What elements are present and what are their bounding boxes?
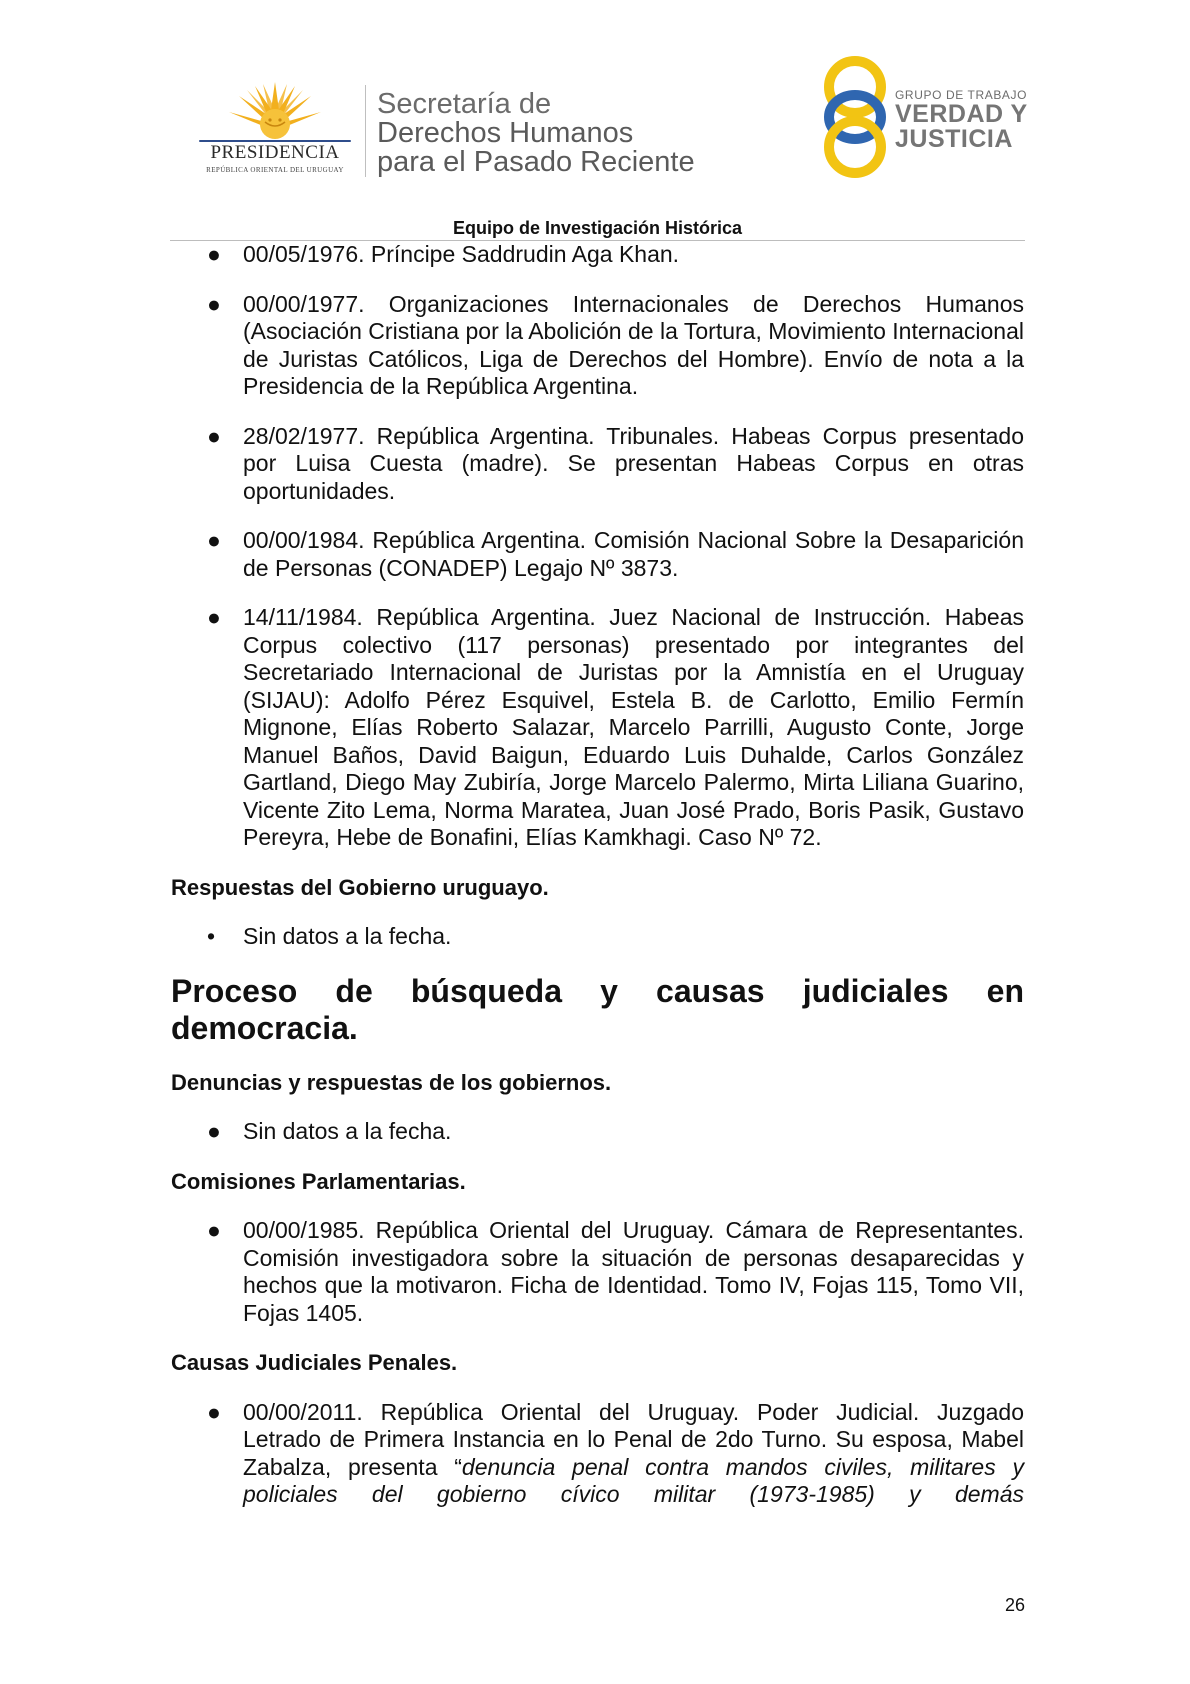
verdad-justicia-text <box>895 88 1028 152</box>
list-item-text: Sin datos a la fecha. <box>243 1118 452 1144</box>
list-item-text: 00/00/1985. República Oriental del Uruguay. Cámara de Representantes. Comisión investigadora sobre la situación de personas desaparecidas y hechos que la motivaron. Ficha de Identidad. Tomo IV, Fojas 115, Tomo VII, Fojas 1405. <box>243 1217 1024 1326</box>
page-number: 26 <box>1004 1595 1025 1615</box>
list-item <box>171 1399 1024 1509</box>
causas-heading: Causas Judiciales Penales. <box>171 1350 458 1375</box>
presidencia-subtitle: REPÚBLICA ORIENTAL DEL URUGUAY <box>206 166 344 174</box>
bullet: • <box>207 923 216 949</box>
bullet: ● <box>207 604 221 630</box>
list-item-italic-text: denuncia penal contra mandos civiles, militares y policiales del gobierno cívico militar (1973-1985) y demás <box>243 1453 1024 1507</box>
denuncias-heading: Denuncias y respuestas de los gobiernos. <box>171 1069 612 1095</box>
list-item-text: 00/00/2011. República Oriental del Uruguay. Poder Judicial. Juzgado Letrado de Primera Instancia en lo Penal de 2do Turno. Su esposa, Mabel Zabalza, presenta “ <box>243 1398 1024 1480</box>
list-item <box>171 423 1024 506</box>
bullet: ● <box>207 241 221 267</box>
presidencia-word: PRESIDENCIA <box>210 142 340 163</box>
bullet: ● <box>207 527 221 553</box>
respuestas-heading: Respuestas del Gobierno uruguayo. <box>171 874 549 900</box>
list-item-text: 00/05/1976. Príncipe Saddrudin Aga Khan. <box>243 241 680 267</box>
list-item <box>171 527 1024 582</box>
bullet: ● <box>207 290 221 317</box>
grupo-trabajo-label: GRUPO DE TRABAJO <box>895 88 1028 102</box>
sun-of-may-icon <box>195 80 355 142</box>
section-title-line-1: Proceso de búsqueda y causas judiciales en <box>171 972 1024 1009</box>
list-item-text: 14/11/1984. República Argentina. Juez Nacional de Instrucción. Habeas Corpus colectivo (117 personas) presentado por integrantes del Secretariado Internacional de Juristas por la Amnistía en el Uruguay (SIJAU): Adolfo Pérez Esquivel, Estela B. de Carlotto, Emilio Fermín Mignone, Elías Roberto Salazar, Marcelo Parrilli, Augusto Conte, Jorge Manuel Baños, David Baigun, Eduardo Luis Duhalde, Carlos González Gartland, Diego May Zubiría, Jorge Marcelo Palermo, Mirta Liliana Guarino, Vicente Zito Lema, Norma Maratea, Juan José Prado, Boris Pasik, Gustavo Pereyra, Hebe de Bonafini, Elías Kamkhagi. Caso Nº 72. <box>243 604 1024 850</box>
equipo-heading: Equipo de Investigación Histórica <box>452 218 743 238</box>
page-content <box>171 241 1024 1531</box>
secretaria-line-3: para el Pasado Reciente <box>377 146 695 178</box>
section-title-line-2: democracia. <box>171 1009 358 1046</box>
secretaria-line-1: Secretaría de <box>377 88 552 120</box>
secretaria-title <box>377 90 695 177</box>
list-item-text: Sin datos a la fecha. <box>243 923 452 949</box>
list-item-text: 00/00/1984. República Argentina. Comisión Nacional Sobre la Desaparición de Personas (CONADEP) Legajo Nº 3873. <box>243 527 1024 581</box>
justicia-label: JUSTICIA <box>895 125 1013 153</box>
list-item <box>171 291 1024 401</box>
list-item-text: 28/02/1977. República Argentina. Tribunales. Habeas Corpus presentado por Luisa Cuesta (madre). Se presentan Habeas Corpus en otras oportunidades. <box>243 422 1024 504</box>
secretaria-line-2: Derechos Humanos <box>377 117 634 149</box>
page-header <box>0 0 1190 240</box>
list-item-text: 00/00/1977. Organizaciones Internacionales de Derechos Humanos (Asociación Cristiana por la Abolición de la Tortura, Movimiento Internacional de Juristas Católicos, Liga de Derechos del Hombre). Envío de nota a la Presidencia de la República Argentina. <box>243 290 1024 399</box>
presidencia-logo <box>195 80 355 180</box>
list-item <box>171 923 1024 951</box>
bullet: ● <box>207 1118 221 1144</box>
bullet: ● <box>207 1398 221 1425</box>
verdad-label: VERDAD Y <box>895 100 1028 128</box>
list-item <box>171 1118 1024 1146</box>
list-item <box>171 1217 1024 1327</box>
comisiones-heading: Comisiones Parlamentarias. <box>171 1168 466 1194</box>
header-divider <box>365 85 366 177</box>
list-item <box>171 241 1024 269</box>
bullet: ● <box>207 422 221 449</box>
section-title <box>171 973 1024 1047</box>
list-item <box>171 604 1024 852</box>
bullet: ● <box>207 1217 221 1243</box>
